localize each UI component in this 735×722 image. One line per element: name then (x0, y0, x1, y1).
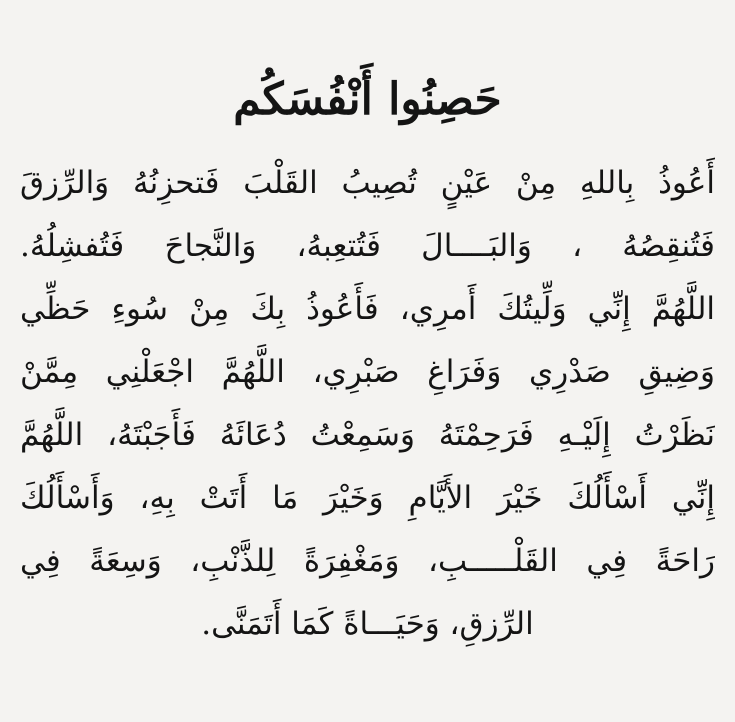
dua-line: وَضِيقِ صَدْرِي وَفَرَاغِ صَبْرِي، اللَّهُمَّ اجْعَلْنِي مِمَّنْ (20, 354, 715, 390)
dua-line: الرِّزقِ، وَحَيَـــاةً كَمَا أَتَمَنَّى. (201, 606, 534, 642)
dua-line: أَعُوذُ بِاللهِ مِنْ عَيْنٍ تُصِيبُ القَلْبَ فَتحزِنُهُ وَالرِّزقَ (20, 165, 715, 201)
dua-line: فَتُنقِصُهُ ، وَالبَــــالَ فَتُتعِبهُ، وَالنَّجاحَ فَتُفشِلُهُ. (20, 228, 715, 264)
dua-line: نَظَرْتُ إِلَيْـهِ فَرَحِمْتَهُ وَسَمِعْتُ دُعَائَهُ فَأَجَبْتَهُ، اللَّهُمَّ (20, 417, 715, 453)
dua-line: إِنِّي أَسْأَلُكَ خَيْرَ الأَيَّامِ وَخَيْرَ مَا أَتَتْ بِهِ، وَأَسْأَلُكَ (20, 480, 715, 516)
dua-line: اللَّهُمَّ إِنِّي وَلِّيتُكَ أَمرِي، فَأَعُوذُ بِكَ مِنْ سُوءِ حَظِّي (20, 291, 715, 327)
dua-line: رَاحَةً فِي القَلْـــــبِ، وَمَغْفِرَةً لِلذَّنْبِ، وَسِعَةً فِي (20, 543, 715, 579)
dua-text (20, 152, 715, 656)
page-title: حَصِنُوا أَنْفُسَكُم (233, 74, 502, 125)
